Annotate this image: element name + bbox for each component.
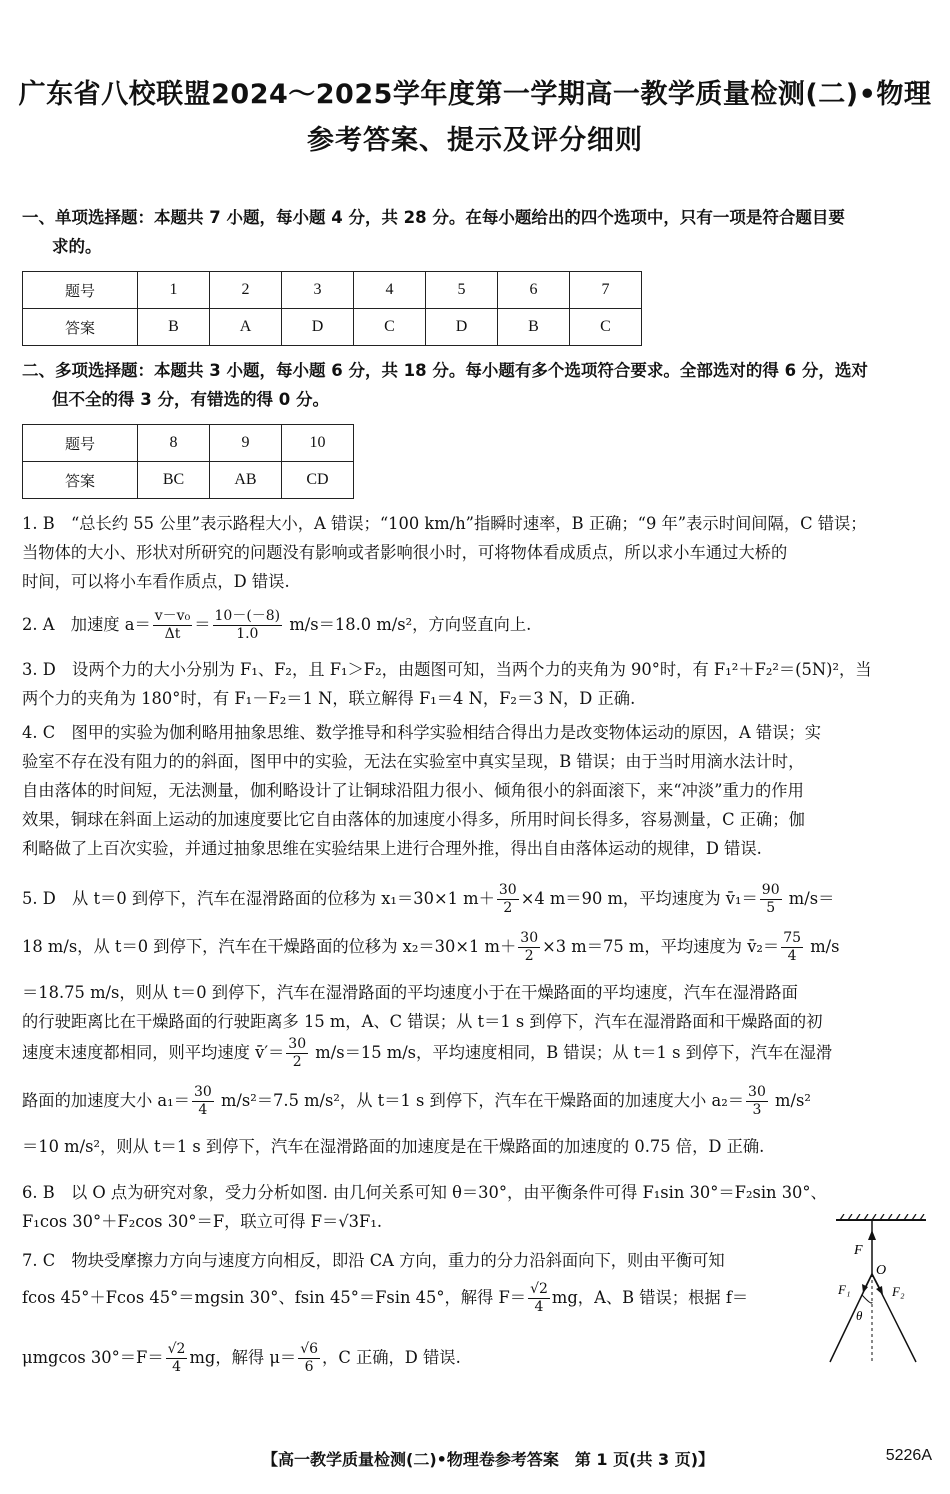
text-line bbox=[22, 1084, 934, 1132]
text-run: ×4 m＝90 m，平均速度为 v̄₁＝ bbox=[520, 889, 758, 908]
text-line: 当物体的大小、形状对所研究的问题没有影响或者影响很小时，可将物体看成质点，所以求小车通过大桥的 bbox=[22, 543, 788, 562]
text-line bbox=[22, 608, 934, 643]
fraction bbox=[286, 1036, 308, 1071]
footer-center-text: 【高一教学质量检测(二)•物理卷参考答案 第 1 页(共 3 页)】 bbox=[262, 1450, 715, 1469]
table-row-questions bbox=[23, 425, 354, 462]
explanation-q5 bbox=[22, 882, 934, 1161]
numerator: 30 bbox=[498, 882, 517, 898]
text-line bbox=[22, 1275, 822, 1337]
question-number: 1 bbox=[138, 272, 210, 309]
denominator: 2 bbox=[292, 1054, 302, 1070]
text-line bbox=[22, 1036, 934, 1084]
row-label: 答案 bbox=[23, 462, 138, 499]
section2-heading-line2: 但不全的得 3 分，有错选的得 0 分。 bbox=[52, 390, 329, 409]
text-run: mg，解得 μ＝ bbox=[189, 1348, 297, 1367]
question-number: 10 bbox=[282, 425, 354, 462]
fraction bbox=[298, 1341, 320, 1376]
text-line: 1. B “总长约 55 公里”表示路程大小，A 错误；“100 km/h”指瞬时速率，B 正确；“9 年”表示时间间隔，C 错误； bbox=[22, 514, 867, 533]
section1-heading-line2: 求的。 bbox=[52, 237, 102, 256]
arrow-head-F bbox=[868, 1230, 876, 1240]
answer-cell: AB bbox=[210, 462, 282, 499]
text-line bbox=[22, 930, 934, 978]
question-number: 4 bbox=[354, 272, 426, 309]
angle-arc bbox=[862, 1295, 872, 1303]
question-number: 9 bbox=[210, 425, 282, 462]
explanation-q6 bbox=[22, 1178, 934, 1236]
numerator: 30 bbox=[748, 1084, 766, 1100]
text-run: m/s bbox=[805, 937, 840, 956]
table-row-answers bbox=[23, 309, 642, 346]
text-run: m/s＝18.0 m/s²，方向竖直向上. bbox=[284, 615, 532, 634]
explanation-q3 bbox=[22, 655, 934, 713]
denominator: 2 bbox=[524, 948, 534, 964]
fraction bbox=[760, 882, 782, 917]
answer-cell: D bbox=[426, 309, 498, 346]
text-line: 4. C 图甲的实验为伽利略用抽象思维、数学推导和科学实验相结合得出力是改变物体运动的原因，A 错误；实 bbox=[22, 723, 822, 742]
text-line: 自由落体的时间短，无法测量，伽利略设计了让铜球沿阻力很小、倾角很小的斜面滚下，来“冲淡”重力的作用 bbox=[22, 781, 804, 800]
force-diagram bbox=[826, 1214, 934, 1366]
fraction bbox=[166, 1341, 188, 1376]
row-label: 题号 bbox=[23, 272, 138, 309]
text-run: m/s²＝7.5 m/s²，从 t＝1 s 到停下，汽车在干燥路面的加速度大小 a₂＝ bbox=[215, 1091, 745, 1110]
denominator: 4 bbox=[787, 948, 797, 964]
numerator: 90 bbox=[761, 882, 780, 898]
text-line: 两个力的夹角为 180°时，有 F₁－F₂＝1 N，联立解得 F₁＝4 N，F₂＝3 N，D 正确. bbox=[22, 689, 636, 708]
label-theta: θ bbox=[856, 1308, 863, 1323]
fraction bbox=[213, 608, 283, 643]
explanation-q4 bbox=[22, 718, 934, 863]
answer-cell: B bbox=[138, 309, 210, 346]
fraction bbox=[528, 1281, 550, 1316]
numerator: v－v₀ bbox=[154, 608, 191, 624]
question-number: 2 bbox=[210, 272, 282, 309]
explanation-q7 bbox=[22, 1246, 822, 1391]
text-run: m/s＝15 m/s，平均速度相同，B 错误；从 t＝1 s 到停下，汽车在湿滑 bbox=[310, 1043, 833, 1062]
explanation-q2 bbox=[22, 608, 934, 643]
numerator: √2 bbox=[530, 1281, 548, 1297]
row-label: 答案 bbox=[23, 309, 138, 346]
section1-heading-line1: 一、单项选择题：本题共 7 小题，每小题 4 分，共 28 分。在每小题给出的四个选项中，只有一项是符合题目要 bbox=[22, 208, 845, 227]
question-number: 5 bbox=[426, 272, 498, 309]
denominator: 4 bbox=[534, 1299, 544, 1315]
question-number: 6 bbox=[498, 272, 570, 309]
section2-heading bbox=[22, 356, 932, 414]
text-run: fcos 45°＋Fcos 45°＝mgsin 30°、fsin 45°＝Fsin 45°，解得 F＝ bbox=[22, 1288, 527, 1307]
row-label: 题号 bbox=[23, 425, 138, 462]
answer-cell: C bbox=[570, 309, 642, 346]
text-line: 时间，可以将小车看作质点，D 错误. bbox=[22, 572, 290, 591]
answer-cell: BC bbox=[138, 462, 210, 499]
question-number: 7 bbox=[570, 272, 642, 309]
text-run: ＝ bbox=[194, 615, 211, 634]
section2-heading-line1: 二、多项选择题：本题共 3 小题，每小题 6 分，共 18 分。每小题有多个选项符合要求。全部选对的得 6 分，选对 bbox=[22, 361, 868, 380]
text-run: mg，A、B 错误；根据 f＝ bbox=[551, 1288, 749, 1307]
denominator: 4 bbox=[172, 1359, 181, 1375]
text-line: 6. B 以 O 点为研究对象，受力分析如图. 由几何关系可知 θ＝30°，由平衡条件可得 F₁sin 30°＝F₂sin 30°、 bbox=[22, 1183, 827, 1202]
text-line: ＝10 m/s²，则从 t＝1 s 到停下，汽车在湿滑路面的加速度是在干燥路面的加速度的 0.75 倍，D 正确. bbox=[22, 1137, 765, 1156]
label-F2: F₂ bbox=[892, 1284, 905, 1299]
answer-cell: C bbox=[354, 309, 426, 346]
denominator: Δt bbox=[164, 626, 181, 642]
footer-code: 5226A bbox=[885, 1447, 932, 1464]
text-line: F₁cos 30°＋F₂cos 30°＝F，联立可得 F＝√3F₁. bbox=[22, 1212, 383, 1231]
denominator: 3 bbox=[752, 1102, 762, 1118]
text-run: 路面的加速度大小 a₁＝ bbox=[22, 1091, 190, 1110]
answer-cell: CD bbox=[282, 462, 354, 499]
fraction bbox=[153, 608, 192, 643]
page-title: 广东省八校联盟2024～2025学年度第一学期高一教学质量检测(二)•物理 bbox=[18, 79, 932, 110]
page-subtitle: 参考答案、提示及评分细则 bbox=[307, 125, 643, 156]
text-run: 5. D 从 t＝0 到停下，汽车在湿滑路面的位移为 x₁＝30×1 m＋ bbox=[22, 889, 495, 908]
text-line: 7. C 物块受摩擦力方向与速度方向相反，即沿 CA 方向，重力的分力沿斜面向下，则由平衡可知 bbox=[22, 1251, 725, 1270]
fraction bbox=[746, 1084, 768, 1119]
fraction bbox=[781, 930, 803, 965]
numerator: 75 bbox=[783, 930, 802, 946]
denominator: 1.0 bbox=[236, 626, 259, 642]
label-F1: F₁ bbox=[838, 1282, 851, 1297]
text-run: ，C 正确，D 错误. bbox=[322, 1348, 461, 1367]
label-F: F bbox=[854, 1243, 863, 1258]
text-line: 3. D 设两个力的大小分别为 F₁、F₂，且 F₁＞F₂，由题图可知，当两个力的夹角为 90°时，有 F₁²＋F₂²＝(5N)²，当 bbox=[22, 660, 872, 679]
text-line: ＝18.75 m/s，则从 t＝0 到停下，汽车在湿滑路面的平均速度小于在干燥路面的平均速度，汽车在湿滑路面 bbox=[22, 983, 798, 1002]
explanation-q1 bbox=[22, 509, 934, 596]
denominator: 6 bbox=[304, 1359, 314, 1375]
numerator: 30 bbox=[193, 1084, 212, 1100]
question-number: 3 bbox=[282, 272, 354, 309]
text-run: 18 m/s，从 t＝0 到停下，汽车在干燥路面的位移为 x₂＝30×1 m＋ bbox=[22, 937, 517, 956]
text-line: 效果，铜球在斜面上运动的加速度要比它自由落体的加速度小得多，所用时间长得多，容易测量，C 正确；伽 bbox=[22, 810, 805, 829]
answer-cell: B bbox=[498, 309, 570, 346]
text-line: 利略做了上百次实验，并通过抽象思维在实验结果上进行合理外推，得出自由落体运动的规律，D 错误. bbox=[22, 839, 762, 858]
numerator: 30 bbox=[520, 930, 539, 946]
text-run: m/s＝ bbox=[783, 889, 835, 908]
numerator: √6 bbox=[300, 1341, 319, 1357]
text-run: 2. A 加速度 a＝ bbox=[22, 615, 151, 634]
denominator: 5 bbox=[766, 900, 776, 916]
text-line: 验室不存在没有阻力的的斜面，图甲中的实验，无法在实验室中真实呈现，B 错误；由于当时用滴水法计时， bbox=[22, 752, 805, 771]
section1-answer-table bbox=[22, 271, 642, 346]
table-row-questions bbox=[23, 272, 642, 309]
numerator: √2 bbox=[167, 1341, 186, 1357]
fraction bbox=[518, 930, 540, 965]
table-row-answers bbox=[23, 462, 354, 499]
numerator: 30 bbox=[288, 1036, 307, 1052]
text-line: 的行驶距离比在干燥路面的行驶距离多 15 m，A、C 错误；从 t＝1 s 到停下，汽车在湿滑路面和干燥路面的初 bbox=[22, 1012, 823, 1031]
fraction bbox=[192, 1084, 214, 1119]
label-O: O bbox=[876, 1263, 887, 1278]
text-run: μmgcos 30°＝F＝ bbox=[22, 1348, 164, 1367]
answer-cell: D bbox=[282, 309, 354, 346]
denominator: 2 bbox=[503, 900, 513, 916]
question-number: 8 bbox=[138, 425, 210, 462]
text-run: m/s² bbox=[769, 1091, 811, 1110]
numerator: 10－(－8) bbox=[214, 608, 281, 624]
text-line bbox=[22, 1337, 822, 1391]
section2-answer-table bbox=[22, 424, 354, 499]
arrow-head-F2 bbox=[876, 1286, 883, 1295]
answer-cell: A bbox=[210, 309, 282, 346]
section1-heading bbox=[22, 203, 932, 261]
text-run: 速度末速度都相同，则平均速度 v̄′＝ bbox=[22, 1043, 285, 1062]
text-run: ×3 m＝75 m，平均速度为 v̄₂＝ bbox=[542, 937, 780, 956]
denominator: 4 bbox=[198, 1102, 208, 1118]
fraction bbox=[497, 882, 519, 917]
text-line bbox=[22, 882, 934, 930]
